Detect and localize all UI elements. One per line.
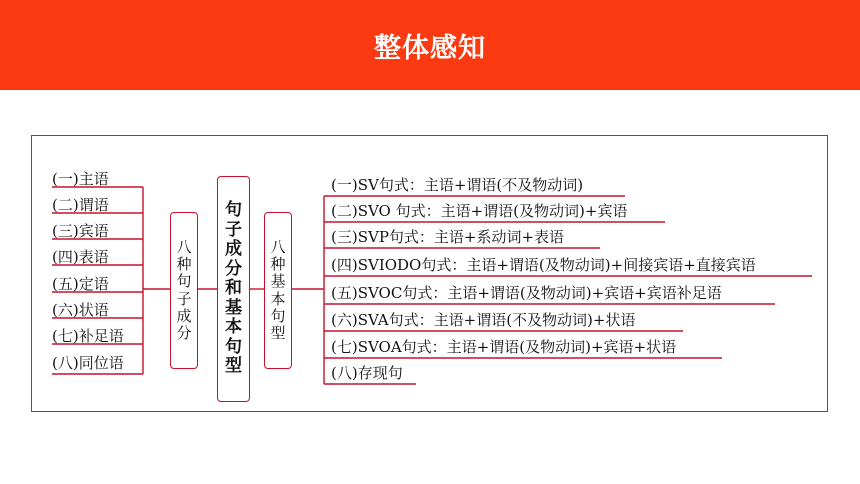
vertical-char: 子 bbox=[176, 289, 192, 308]
right-item-svo: (二)SVO 句式：主语+谓语(及物动词)+宾语 bbox=[331, 202, 628, 220]
vertical-char: 基 bbox=[270, 272, 286, 291]
left-item-predicate: (二)谓语 bbox=[52, 196, 109, 214]
vertical-char: 和 bbox=[225, 278, 242, 299]
vertical-char: 句 bbox=[270, 306, 286, 325]
page-title: 整体感知 bbox=[374, 32, 486, 64]
left-item-adverbial: (六)状语 bbox=[52, 301, 109, 319]
vertical-char: 分 bbox=[225, 258, 242, 279]
vertical-char: 成 bbox=[225, 239, 242, 260]
right-item-sviodo: (四)SVIODO句式：主语+谓语(及物动词)+间接宾语+直接宾语 bbox=[331, 256, 756, 274]
box-eight-basic-patterns bbox=[264, 212, 292, 369]
vertical-char: 句 bbox=[225, 336, 242, 357]
right-item-svoc: (五)SVOC句式：主语+谓语(及物动词)+宾语+宾语补足语 bbox=[331, 284, 722, 302]
left-item-predicative: (四)表语 bbox=[52, 248, 109, 266]
vertical-char: 成 bbox=[176, 306, 192, 325]
title-banner bbox=[0, 0, 860, 90]
left-item-object: (三)宾语 bbox=[52, 222, 109, 240]
vertical-char: 型 bbox=[270, 324, 286, 342]
vertical-char: 子 bbox=[225, 219, 242, 240]
left-item-subject: (一)主语 bbox=[52, 170, 109, 188]
vertical-char: 句 bbox=[225, 200, 242, 221]
left-item-complement: (七)补足语 bbox=[52, 327, 124, 345]
vertical-char: 八 bbox=[270, 237, 286, 256]
vertical-char: 分 bbox=[176, 324, 192, 342]
vertical-char: 本 bbox=[225, 317, 242, 338]
right-item-svoa: (七)SVOA句式：主语+谓语(及物动词)+宾语+状语 bbox=[331, 338, 677, 356]
right-item-existential: (八)存现句 bbox=[331, 364, 403, 382]
right-item-sva: (六)SVA句式：主语+谓语(不及物动词)+状语 bbox=[331, 311, 636, 329]
vertical-char: 基 bbox=[225, 297, 242, 318]
right-item-svp: (三)SVP句式：主语+系动词+表语 bbox=[331, 228, 565, 246]
vertical-char: 种 bbox=[270, 255, 286, 273]
vertical-char: 句 bbox=[176, 272, 192, 291]
right-item-sv: (一)SV句式：主语+谓语(不及物动词) bbox=[331, 176, 584, 194]
box-center-topic bbox=[217, 176, 250, 402]
left-item-attribute: (五)定语 bbox=[52, 275, 109, 293]
box-eight-sentence-elements bbox=[170, 212, 198, 369]
vertical-char: 种 bbox=[176, 255, 192, 273]
vertical-char: 本 bbox=[270, 289, 286, 308]
vertical-char: 型 bbox=[225, 356, 242, 377]
vertical-char: 八 bbox=[176, 237, 192, 256]
left-item-appositive: (八)同位语 bbox=[52, 354, 124, 372]
